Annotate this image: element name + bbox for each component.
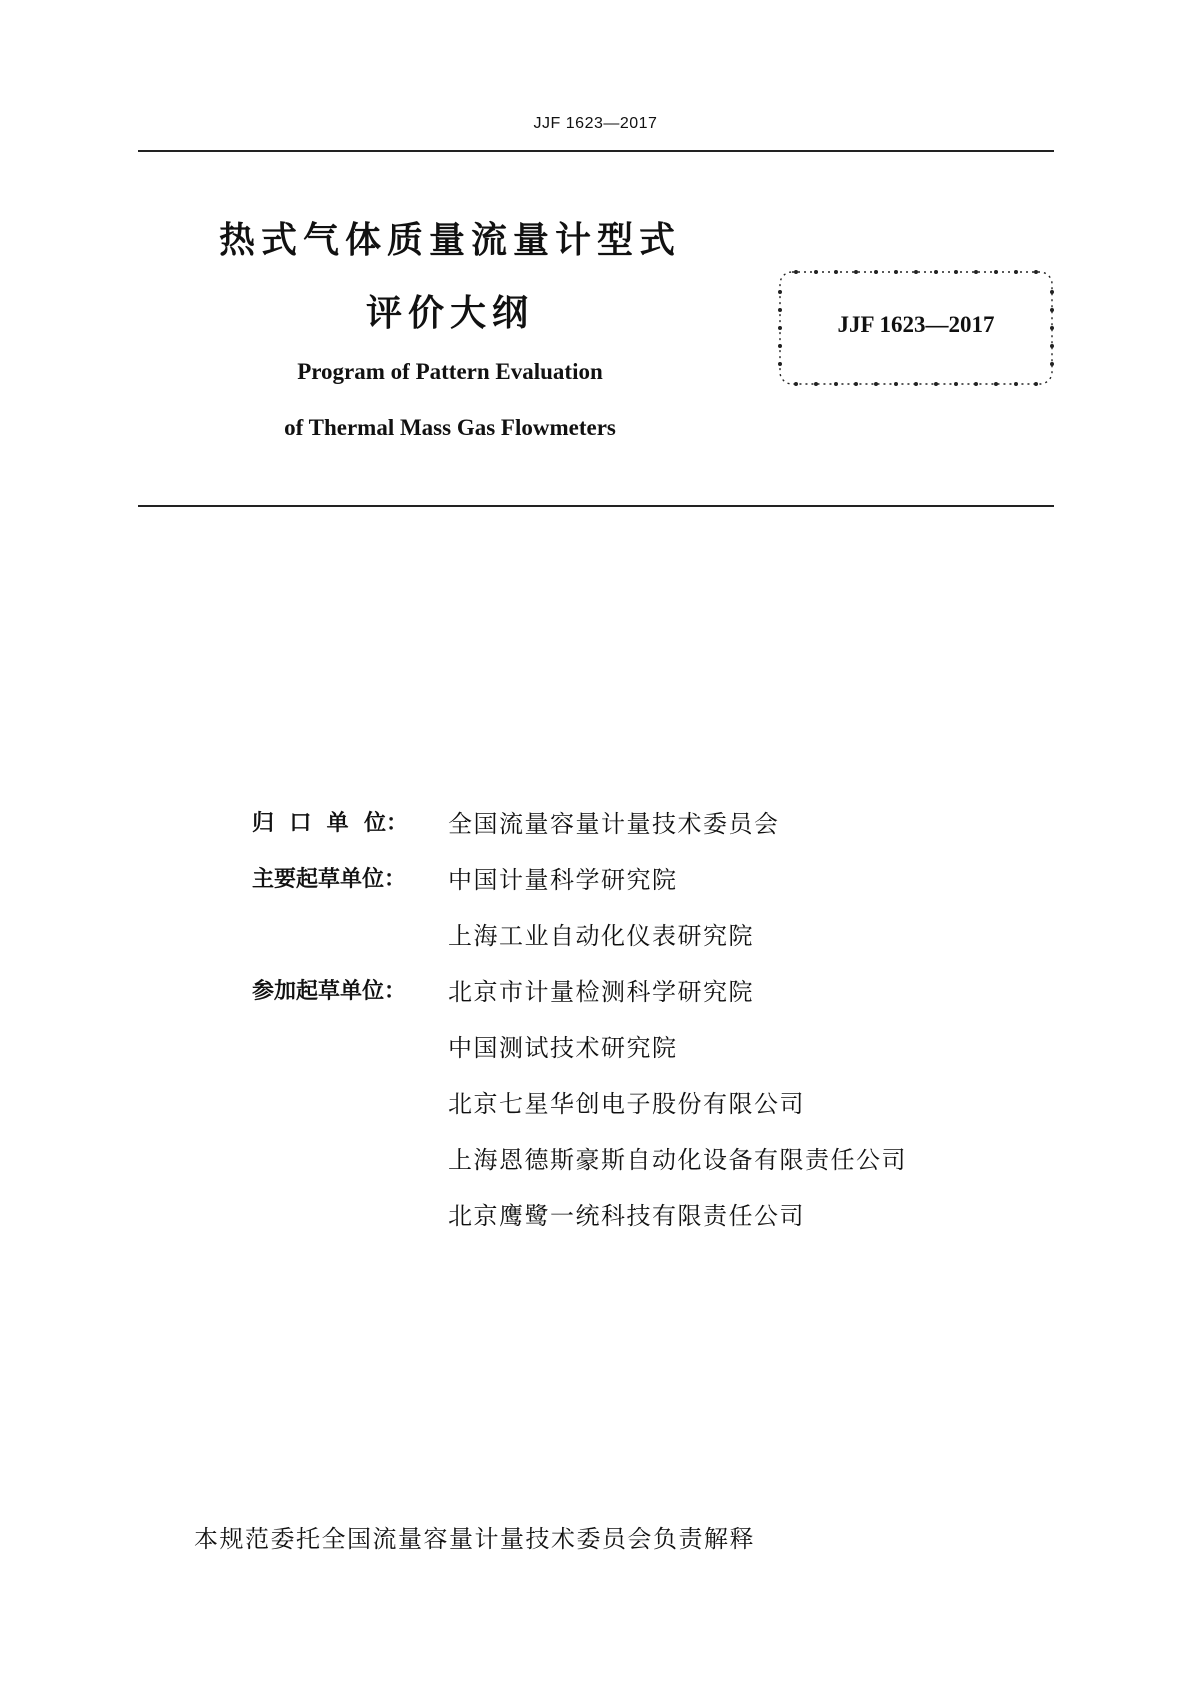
participating-drafting-label: 参加起草单位： [252,979,407,1004]
border-dot [914,382,918,386]
border-dot [814,270,818,274]
border-dot [1014,382,1018,386]
participating-drafting-unit: 上海恩德斯豪斯自动化设备有限责任公司 [448,1146,907,1174]
responsible-unit-label: 归 口 单 位： [252,811,408,836]
main-drafting-unit: 上海工业自动化仪表研究院 [448,922,754,950]
border-dot [778,362,782,366]
participating-drafting-unit: 北京市计量检测科学研究院 [448,978,754,1006]
border-dot [794,382,798,386]
header-standard-code: JJF 1623—2017 [533,115,658,132]
border-dot [974,270,978,274]
border-dot [854,382,858,386]
title-en-line1: Program of Pattern Evaluation [297,359,603,384]
border-dot [854,270,858,274]
border-dot [994,382,998,386]
bottom-rule [138,505,1054,507]
border-dot [894,382,898,386]
title-cn-line2: 评价大纲 [365,293,534,334]
participating-drafting-unit: 中国测试技术研究院 [448,1034,678,1062]
standard-code: JJF 1623—2017 [837,312,995,337]
border-dot [914,270,918,274]
border-dot [894,270,898,274]
border-dot [934,270,938,274]
border-dot [1050,290,1054,294]
border-dot [834,270,838,274]
border-dot [1014,270,1018,274]
standard-code-box [776,268,1056,388]
main-drafting-unit: 中国计量科学研究院 [448,866,678,894]
title-en-line2: of Thermal Mass Gas Flowmeters [284,415,616,440]
border-dot [1050,344,1054,348]
border-dot [974,382,978,386]
border-dot [874,382,878,386]
border-dot [834,382,838,386]
top-rule [138,150,1054,152]
main-drafting-label: 主要起草单位： [252,867,407,892]
border-dot [1034,270,1038,274]
border-dot [778,290,782,294]
title-cn-line1: 热式气体质量流量计型式 [218,220,681,261]
border-dot [814,382,818,386]
participating-drafting-unit: 北京鹰鹭一统科技有限责任公司 [448,1202,805,1230]
participating-drafting-unit: 北京七星华创电子股份有限公司 [448,1090,805,1118]
border-dot [934,382,938,386]
border-dot [778,344,782,348]
border-dot [874,270,878,274]
border-dot [1034,382,1038,386]
interpretation-note: 本规范委托全国流量容量计量技术委员会负责解释 [194,1525,755,1553]
border-dot [954,382,958,386]
border-dot [954,270,958,274]
responsible-unit-value: 全国流量容量计量技术委员会 [448,810,780,838]
border-dot [794,270,798,274]
border-dot [994,270,998,274]
border-dot [1050,362,1054,366]
